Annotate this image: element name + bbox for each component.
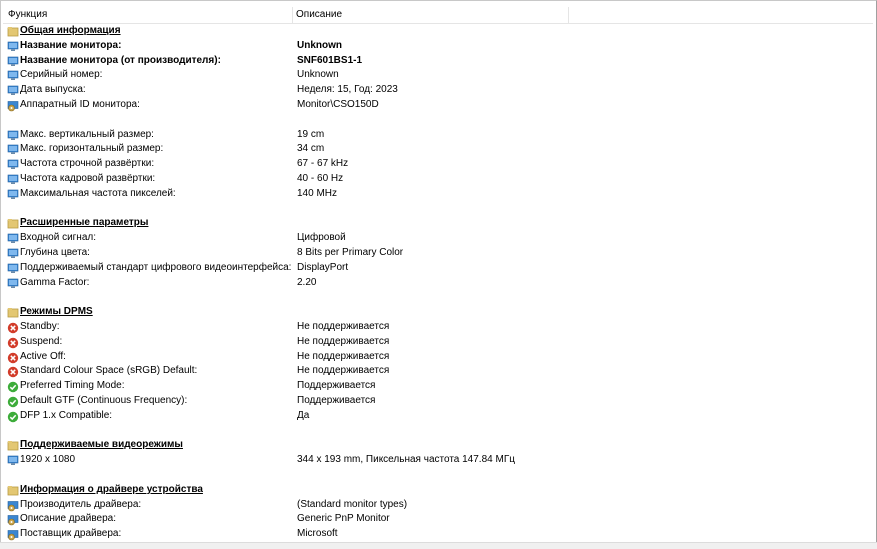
blank-row bbox=[1, 424, 877, 439]
property-label: Описание драйвера: bbox=[20, 513, 116, 525]
section-title: Общая информация bbox=[20, 25, 121, 36]
property-label: Название монитора (от производителя): bbox=[20, 54, 221, 66]
property-row[interactable] bbox=[1, 276, 877, 291]
error-icon bbox=[7, 337, 19, 348]
property-row[interactable] bbox=[1, 409, 877, 424]
property-row[interactable] bbox=[1, 512, 877, 527]
property-label: Suspend: bbox=[20, 335, 63, 347]
property-row[interactable] bbox=[1, 187, 877, 202]
property-label: Максимальная частота пикселей: bbox=[20, 187, 176, 199]
property-row[interactable] bbox=[1, 498, 877, 513]
property-value: 140 MHz bbox=[297, 187, 338, 199]
column-divider[interactable] bbox=[568, 7, 569, 23]
property-label: Поддерживаемый стандарт цифрового видеоинтерфейса: bbox=[20, 261, 292, 273]
check-icon bbox=[7, 381, 19, 392]
property-label: Default GTF (Continuous Frequency): bbox=[20, 394, 188, 406]
section-header[interactable] bbox=[1, 483, 877, 498]
property-label: Дата выпуска: bbox=[20, 84, 86, 96]
property-label: Аппаратный ID монитора: bbox=[20, 98, 140, 110]
monitor-icon bbox=[7, 263, 19, 274]
error-icon bbox=[7, 366, 19, 377]
property-label: Частота кадровой развёртки: bbox=[20, 172, 156, 184]
property-row[interactable] bbox=[1, 261, 877, 276]
monitor-icon bbox=[7, 455, 19, 466]
property-value: Не поддерживается bbox=[297, 365, 390, 377]
property-row[interactable] bbox=[1, 453, 877, 468]
blank-row bbox=[1, 468, 877, 483]
list-header bbox=[3, 7, 873, 24]
blank-row bbox=[1, 290, 877, 305]
property-value: 67 - 67 kHz bbox=[297, 158, 349, 170]
property-value: Не поддерживается bbox=[297, 320, 390, 332]
property-row[interactable] bbox=[1, 98, 877, 113]
monitor-icon bbox=[7, 41, 19, 52]
property-row[interactable] bbox=[1, 172, 877, 187]
property-value: Не поддерживается bbox=[297, 350, 390, 362]
property-value: Да bbox=[297, 409, 310, 421]
property-label: Preferred Timing Mode: bbox=[20, 380, 125, 392]
error-icon bbox=[7, 352, 19, 363]
property-label: Серийный номер: bbox=[20, 69, 103, 81]
property-row[interactable] bbox=[1, 350, 877, 365]
monitor-icon bbox=[7, 144, 19, 155]
property-row[interactable] bbox=[1, 142, 877, 157]
monitor-icon bbox=[7, 278, 19, 289]
property-label: 1920 x 1080 bbox=[20, 454, 76, 466]
monitor-id-icon bbox=[7, 100, 19, 111]
error-icon bbox=[7, 322, 19, 333]
driver-icon bbox=[7, 514, 19, 525]
check-icon bbox=[7, 396, 19, 407]
property-label: DFP 1.x Compatible: bbox=[20, 409, 113, 421]
driver-icon bbox=[7, 500, 19, 511]
section-title: Режимы DPMS bbox=[20, 306, 93, 318]
monitor-icon bbox=[7, 189, 19, 200]
property-row[interactable] bbox=[1, 39, 877, 54]
monitor-icon bbox=[7, 130, 19, 141]
property-row[interactable] bbox=[1, 54, 877, 69]
property-value: 34 cm bbox=[297, 143, 325, 155]
property-label: Gamma Factor: bbox=[20, 276, 90, 288]
property-value: Не поддерживается bbox=[297, 335, 390, 347]
property-label: Макс. горизонтальный размер: bbox=[20, 143, 164, 155]
property-row[interactable] bbox=[1, 128, 877, 143]
property-value: Generic PnP Monitor bbox=[297, 513, 390, 525]
folder-icon bbox=[7, 307, 19, 318]
property-label: Active Off: bbox=[20, 350, 66, 362]
property-row[interactable] bbox=[1, 68, 877, 83]
property-value: Microsoft bbox=[297, 528, 338, 540]
property-row[interactable] bbox=[1, 231, 877, 246]
property-label: Глубина цвета: bbox=[20, 246, 90, 258]
section-header[interactable] bbox=[1, 438, 877, 453]
column-header-function[interactable]: Функция bbox=[8, 9, 48, 20]
driver-icon bbox=[7, 529, 19, 540]
property-value: (Standard monitor types) bbox=[297, 498, 408, 510]
property-label: Макс. вертикальный размер: bbox=[20, 128, 154, 140]
monitor-icon bbox=[7, 159, 19, 170]
monitor-icon bbox=[7, 85, 19, 96]
property-row[interactable] bbox=[1, 379, 877, 394]
property-value: Monitor\CSO150D bbox=[297, 98, 379, 110]
property-row[interactable] bbox=[1, 394, 877, 409]
property-value: Неделя: 15, Год: 2023 bbox=[297, 84, 398, 96]
property-value: 2.20 bbox=[297, 276, 317, 288]
property-label: Standard Colour Space (sRGB) Default: bbox=[20, 365, 198, 377]
property-label: Производитель драйвера: bbox=[20, 498, 142, 510]
property-value: Unknown bbox=[297, 39, 342, 51]
section-header[interactable] bbox=[1, 216, 877, 231]
property-value: 19 cm bbox=[297, 128, 325, 140]
property-value: 344 x 193 mm, Пиксельная частота 147.84 МГц bbox=[297, 454, 515, 466]
section-header[interactable] bbox=[1, 24, 877, 39]
section-title: Расширенные параметры bbox=[20, 217, 149, 229]
column-header-description[interactable]: Описание bbox=[296, 9, 343, 20]
property-row[interactable] bbox=[1, 157, 877, 172]
property-value: Поддерживается bbox=[297, 380, 376, 392]
properties-rows bbox=[1, 24, 877, 542]
folder-icon bbox=[7, 218, 19, 229]
folder-icon bbox=[7, 440, 19, 451]
property-row[interactable] bbox=[1, 335, 877, 350]
section-title: Информация о драйвере устройства bbox=[20, 483, 203, 495]
monitor-icon bbox=[7, 248, 19, 259]
property-value: 40 - 60 Hz bbox=[297, 172, 344, 184]
property-value: Unknown bbox=[297, 69, 339, 81]
property-label: Поставщик драйвера: bbox=[20, 528, 122, 540]
check-icon bbox=[7, 411, 19, 422]
property-row[interactable] bbox=[1, 364, 877, 379]
blank-row bbox=[1, 202, 877, 217]
folder-icon bbox=[7, 485, 19, 496]
property-row[interactable] bbox=[1, 527, 877, 542]
monitor-icon bbox=[7, 233, 19, 244]
property-label: Standby: bbox=[20, 320, 60, 332]
section-header[interactable] bbox=[1, 305, 877, 320]
property-label: Входной сигнал: bbox=[20, 232, 97, 244]
column-divider[interactable] bbox=[292, 7, 293, 23]
section-title: Поддерживаемые видеорежимы bbox=[20, 439, 183, 451]
property-row[interactable] bbox=[1, 83, 877, 98]
monitor-icon bbox=[7, 70, 19, 81]
monitor-icon bbox=[7, 56, 19, 67]
property-value: 8 Bits per Primary Color bbox=[297, 246, 404, 258]
blank-row bbox=[1, 113, 877, 128]
property-label: Частота строчной развёртки: bbox=[20, 158, 155, 170]
property-value: Поддерживается bbox=[297, 394, 376, 406]
property-value: SNF601BS1-1 bbox=[297, 54, 363, 66]
monitor-icon bbox=[7, 174, 19, 185]
property-value: DisplayPort bbox=[297, 261, 349, 273]
folder-icon bbox=[7, 26, 19, 37]
property-value: Цифровой bbox=[297, 232, 346, 244]
property-row[interactable] bbox=[1, 246, 877, 261]
property-row[interactable] bbox=[1, 320, 877, 335]
property-label: Название монитора: bbox=[20, 39, 122, 51]
